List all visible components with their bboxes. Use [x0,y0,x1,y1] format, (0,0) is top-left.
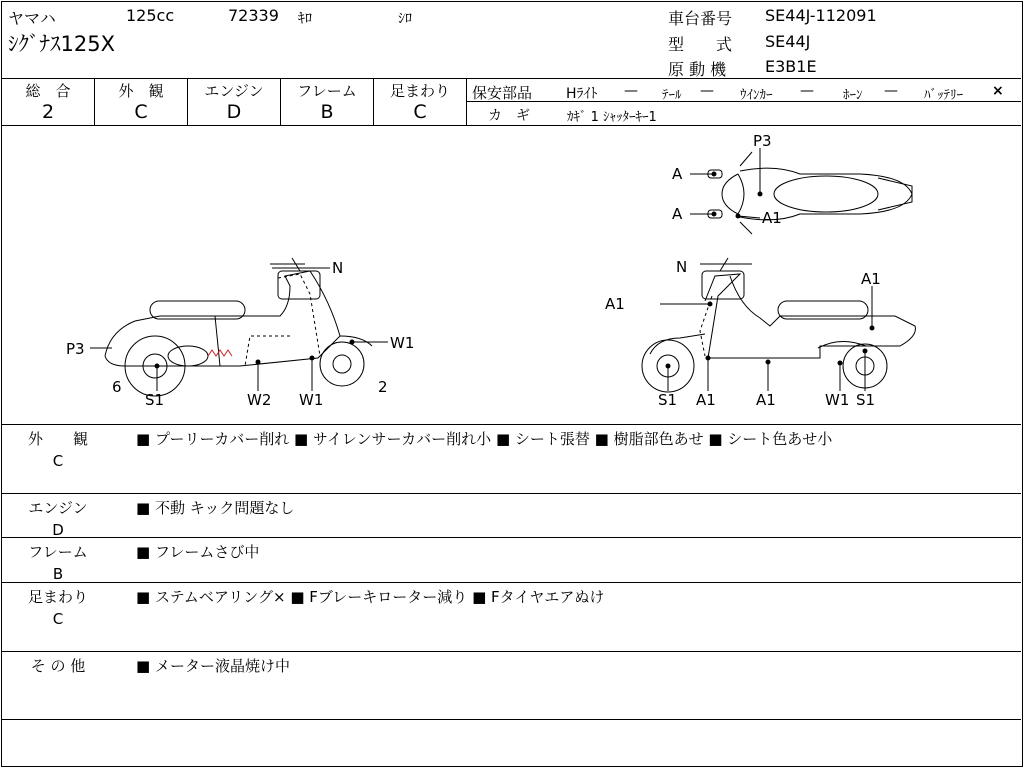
remark-text: ■ プーリーカバー削れ ■ サイレンサーカバー削れ小 ■ シート張替 ■ 樹脂部色あせ ■ シート色あせ小 [136,430,833,448]
safety-item-name: ﾎｰﾝ [843,88,863,103]
remark-category: エンジン [28,499,88,517]
grade-label: 外 観 [118,82,164,100]
damage-point [256,360,260,364]
mark-label: A1 [861,270,881,288]
mark-label: W2 [247,391,272,409]
damage-point [712,212,716,216]
left-muffler [168,346,208,366]
key-label: カ ギ [488,108,530,124]
mark-label: A1 [756,391,776,409]
grade-value: 2 [41,101,55,123]
top-front-cowl [722,174,744,214]
left-front-fender [340,336,372,346]
damage-point [838,361,842,365]
top-rear [878,178,912,210]
divider [2,537,1021,538]
model-name: ｼｸﾞﾅｽ125X [8,32,115,56]
divider [466,79,467,125]
engine-value: E3B1E [765,57,817,76]
grade-cell-overall [2,80,94,123]
key-value: ｶｷﾞ 1 ｼｬｯﾀｰｷｰ1 [567,110,657,125]
safety-item-status: — [800,83,814,99]
remark-row-exterior [18,428,98,470]
safety-item-name: ｳｲﾝｶｰ [740,88,773,103]
damage-point [706,356,710,360]
safety-item-status: — [700,83,714,99]
remark-category: 足まわり [27,588,88,606]
grade-label: エンジン [204,82,264,100]
remark-row-suspension [18,586,98,628]
mark-label: P3 [753,132,772,150]
remark-text: ■ 不動 キック問題なし [136,499,295,517]
divider [2,719,1021,720]
damage-point [870,326,874,330]
remark-text: ■ メーター液晶焼け中 [136,657,290,675]
damage-scribble [208,350,232,356]
grade-cell-suspension [374,80,466,123]
grade-value: B [320,101,334,123]
color: ｼﾛ [398,11,412,27]
safety-item-status: × [992,83,1004,99]
mark-label: W1 [299,391,324,409]
remark-text: ■ フレームさび中 [136,543,260,561]
damage-point [712,172,716,176]
mark-label: 2 [378,378,388,396]
grade-cell-exterior [95,80,187,123]
remark-row-other [18,655,98,676]
mark-label: W1 [825,391,850,409]
top-seat-outline [774,176,878,212]
mark-label: A1 [762,209,782,227]
damage-point [310,356,314,360]
grade-cell-frame [281,80,373,123]
mark-label: 6 [112,378,122,396]
type-value: SE44J [765,32,811,51]
remark-grade: C [52,610,64,628]
remark-category: そ の 他 [30,657,86,675]
grade-value: D [226,101,242,123]
frame-no: SE44J-112091 [765,6,877,25]
grade-label: 総 合 [25,82,71,100]
left-view-scooter [90,258,388,396]
damage-diagram [0,126,1024,424]
mark-label: N [676,258,688,276]
damage-point [155,364,159,368]
safety-item-name: Hﾗｲﾄ [566,86,598,102]
grade-value: C [134,101,148,123]
remark-grade: C [52,452,64,470]
mark-label: A [672,165,683,183]
engine-label: 原 動 機 [668,60,727,79]
left-front-hub [333,355,351,373]
right-front-fender [650,334,705,354]
damage-point [708,302,712,306]
remark-grade: D [52,521,64,539]
mark-label: P3 [66,340,85,358]
grade-label: フレーム [297,82,357,100]
divider [2,582,1021,583]
damage-point [350,340,354,344]
top-handle-upper [740,152,752,166]
safety-item-status: — [624,83,638,99]
mark-label: N [332,259,344,277]
divider [2,651,1021,652]
safety-item-name: ﾃｰﾙ [662,88,682,103]
damage-point [666,364,670,368]
mileage-unit: ｷﾛ [298,11,312,27]
left-front-cowl [278,271,320,299]
grade-value: C [413,101,427,123]
top-handle-lower [740,222,752,234]
remark-text: ■ ステムベアリング× ■ Fブレーキローター減り ■ Fタイヤエアぬけ [136,588,605,606]
mark-label: A [672,205,683,223]
left-inner-panel [278,274,320,356]
mileage: 72339 [228,6,279,25]
mark-label: W1 [390,334,415,352]
safety-item-status: — [884,83,898,99]
grade-cell-engine [188,80,280,123]
left-front-wheel [320,342,364,386]
mark-label: S1 [145,391,165,409]
grade-label: 足まわり [389,82,450,100]
remark-grade: B [52,565,64,583]
type-label: 型 式 [668,35,733,54]
mark-label: S1 [856,391,876,409]
remark-row-engine [18,497,98,539]
left-rear-body [105,316,220,366]
divider [2,78,1021,79]
safety-item-name: ﾊﾞｯﾃﾘｰ [924,88,963,103]
maker: ヤマハ [8,9,56,28]
mark-label: A1 [605,295,625,313]
damage-point [758,192,762,196]
displacement: 125cc [126,6,175,25]
remark-row-frame [18,541,98,583]
top-view-scooter [690,148,912,234]
mark-label: A1 [696,391,716,409]
damage-point [766,360,770,364]
divider [2,493,1021,494]
frame-no-label: 車台番号 [668,9,733,28]
right-body [705,274,915,358]
remark-category: フレーム [28,543,88,561]
remark-category: 外 観 [27,430,88,448]
damage-point [863,349,867,353]
damage-point [736,214,740,218]
divider [2,424,1021,425]
safety-label: 保安部品 [472,84,533,102]
mark-label: S1 [658,391,678,409]
